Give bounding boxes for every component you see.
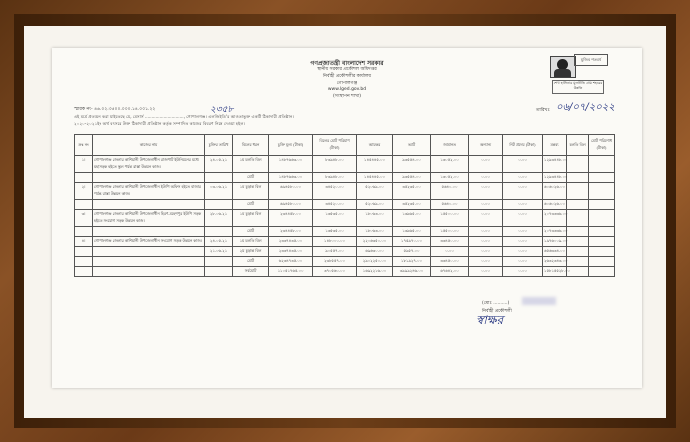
table-cell-bill: সর্বমোট [233,267,269,277]
redacted-name [522,297,556,305]
table-cell-sl: ৪। [75,237,93,247]
table-cell-amount: ৬০৬০২৬.০০ [543,183,567,200]
table-cell-amount: ০.০০ [469,173,503,183]
slogan-box: শেখ হাসিনার মূলনীতি গ্রাম শহরের উন্নতি [552,80,604,94]
table-cell-amount: ২৯০২২৫০.০০ [357,257,393,267]
table-cell-empty [589,247,615,257]
table-cell-name [93,247,205,257]
portrait-image [550,56,576,78]
table-cell-bill: মোট [233,200,269,210]
certificate-document [52,48,642,388]
table-cell-amount: ০.০০ [503,247,543,257]
table-cell-empty [589,173,615,183]
table-cell-empty [567,247,589,257]
table-cell-bill: ১ম চলতি বিল [233,237,269,247]
table-cell-date [205,227,233,237]
table-cell-amount: ০.০০ [469,183,503,200]
table-header-cell: বিলের মোট পরিমাণ (টাকা) [313,135,357,156]
table-cell-amount: ০.০০ [469,237,503,247]
table-cell-amount: ৬৯৪৫৮০.০০ [269,200,313,210]
table-cell-amount: ০.০০ [503,200,543,210]
table-cell-amount: ০.০০ [503,183,543,200]
table-cell-amount: ১২৯৩৪৪৮.০০ [543,156,567,173]
table-header-cell: নিট প্রদেয় (টাকা) [503,135,543,156]
table-cell-amount: ২৩৪৪৫৮.০০ [269,210,313,227]
table-cell-amount: ০.০০ [469,210,503,227]
section-name: (সংস্থাপন শাখা) [332,94,362,99]
table-cell-sl [75,257,93,267]
table-cell-amount: ৬৯৬৩০.০০ [357,247,393,257]
table-cell-name [93,227,205,237]
table-cell-name [93,257,205,267]
table-cell-name: গোপালগঞ্জ জেলার কাশিয়ানী উপজেলাধীন ইউপি অফিস হইতে বাজার পর্যন্ত রাস্তা উন্নয়ন কাজ। [93,183,205,200]
table-cell-amount: ১৬৯২২১৬.০০ [357,267,393,277]
table-header-cell: মন্তব্য [543,135,567,156]
table-cell-amount: ১৩৫৩৫.০০ [313,227,357,237]
table-cell-empty [567,183,589,200]
table-row [75,257,615,267]
signatory-name: (মোঃ ..........) [482,301,510,306]
table-cell-date: ০৩.০৬.২১ [205,183,233,200]
table-row [75,210,615,227]
table-cell-amount: ২৩৮৫৫৭.০০ [313,257,357,267]
date-handwritten: ০৬/০৭/২০২২ [556,102,615,113]
signatory-designation: নির্বাহী প্রকৌশলী [482,309,512,314]
table-cell-empty [567,237,589,247]
table-cell-amount: ১৭৫৯৭০.০০ [393,237,431,247]
table-cell-amount: ৮৩৯৪৮.০০ [313,156,357,173]
table-cell-amount: ২৩৪৪৫৮.০০ [269,227,313,237]
table-cell-amount: ৬২৩৪৭৩৫.০০ [269,257,313,267]
table-cell-amount: ২২০৬৩৫০.০০ [357,237,393,247]
table-cell-amount: ১৩০৫২.০০ [431,173,469,183]
table-cell-amount: ৯৩৫৫৪.০০ [393,173,431,183]
table-cell-amount: ০.০০ [503,237,543,247]
table-cell-bill: ১ম চূড়ান্ত বিল [233,210,269,227]
table-cell-amount: ২৩৩৭৪৩৫.০০ [269,237,313,247]
table-cell-empty [589,210,615,227]
table-cell-name [93,267,205,277]
table-cell-bill: মোট [233,173,269,183]
centenary-logo: মুজিব শতবর্ষ [574,54,608,66]
table-row [75,183,615,200]
table-cell-amount: ৫২০৬৯.০০ [357,183,393,200]
table-cell-amount: ১৩৯৬৫.০০ [393,227,431,237]
table-cell-amount: ২০৭৩৩৩৬.০০ [543,210,567,227]
table-cell-empty [589,227,615,237]
table-cell-amount: ৫৯৫৭.০০ [393,247,431,257]
table-cell-amount: ০.০০ [503,227,543,237]
table-cell-amount: ০.০০ [469,247,503,257]
table-cell-amount: ১৪৫৪৪৫.০০ [357,156,393,173]
table-cell-amount: ৩৪৫২০.০০ [313,183,357,200]
table-row [75,247,615,257]
table-cell-bill: ২য় চূড়ান্ত বিল [233,247,269,257]
table-cell-empty [567,200,589,210]
table-cell-amount: ২০৭৩৩৩৬.০০ [543,227,567,237]
table-cell-empty [567,156,589,173]
table-cell-name [93,173,205,183]
table-cell-sl [75,200,93,210]
table-cell-amount: ৩৩৪৫০.০০ [431,237,469,247]
table-cell-amount: ৬৭৬৪২.০০ [431,267,469,277]
table-cell-amount: ২৬৩২৩৪৩.০০ [543,257,567,267]
table-cell-amount: ১৩৯৬৫.০০ [393,210,431,227]
table-cell-amount: ০.০০ [503,156,543,173]
table-cell-empty [567,173,589,183]
memo-handwritten-number: ২৩৫৮ [210,105,234,115]
table-cell-sl [75,173,93,183]
table-header-cell: চুক্তি মূল্য (টাকা) [269,135,313,156]
table-cell-sl [75,227,93,237]
memo-number: স্মারক নং- ৪৬.০২.৩৫০০.০০০.১৪.০০১.২২ [74,107,156,112]
table-header-cell: চলতি বিল [567,135,589,156]
table-row [75,173,615,183]
table-cell-name [93,200,205,210]
office-location: গোপালগঞ্জ [336,81,358,86]
table-cell-amount: ৫৬৪০.০০ [431,200,469,210]
handwritten-signature: স্বাক্ষর [476,313,504,327]
table-cell-amount: ১৮০৬৩.০০ [357,210,393,227]
table-cell-name: গোপালগঞ্জ জেলার কাশিয়ানী উপজেলাধীন হিরণ-মহেশপুর ইউপি সড়ক হইতে সংযোগ সড়ক উন্নয়ন কাজ। [93,210,205,227]
table-cell-sl: ১। [75,156,93,173]
table-cell-bill: ১ম চলতি বিল [233,156,269,173]
body-paragraph-2: ২০২০-২০২১ইং অর্থ বৎসরে উক্ত ঠিকাদারী প্রতিষ্ঠান কর্তৃক সম্পাদিত কাজের বিবরণ নিম্নে দেওয়া হইল। [74,121,245,126]
table-cell-amount: ৩৩৪৫০.০০ [431,257,469,267]
table-cell-empty [567,227,589,237]
table-cell-name: গোপালগঞ্জ জেলার কাশিয়ানী উপজেলাধীন রাজপাট ইউনিয়নের মধ্যে মহাসড়ক হইতে স্কুল পর্যন্ত রাস্তা উন্নয়ন কাজ। [93,156,205,173]
table-cell-name: গোপালগঞ্জ জেলার কাশিয়ানী উপজেলাধীন সংযোগ সড়ক উন্নয়ন কাজ। [93,237,205,247]
table-cell-amount: ১৫৫০০.০০ [431,227,469,237]
table-cell-amount: ৯০৫৫৭.০০ [313,247,357,257]
table-cell-empty [567,257,589,267]
table-cell-amount: ০.০০ [469,200,503,210]
department-name: স্থানীয় সরকার প্রকৌশল অধিদপ্তর [317,67,377,72]
table-cell-empty [589,267,615,277]
table-cell-amount: ৬৯৪৫৮০.০০ [269,183,313,200]
table-cell-amount: ১৩৫৩৫.০০ [313,210,357,227]
date-label: তারিখঃ [536,108,550,113]
table-header-cell: চুক্তির তারিখ [205,135,233,156]
table-cell-amount: ০.০০ [431,247,469,257]
table-cell-amount: ১১০৫১৭৬৫.০০ [269,267,313,277]
table-header-cell: মোট পরিশোধ (টাকা) [589,135,615,156]
table-cell-amount: ১৮১৯২৭.০০ [393,257,431,267]
table-cell-amount: ১৪৮৭৬৬৩.০০ [269,156,313,173]
table-cell-amount: ০.০০ [469,257,503,267]
table-header-cell: অন্যান্য [469,135,503,156]
table-cell-date: ২৪.০৫.২১ [205,237,233,247]
table-header-row [75,135,615,156]
table-cell-empty [589,183,615,200]
table-header-cell: বিলের ধরন [233,135,269,156]
table-cell-empty [589,200,615,210]
table-cell-sl [75,247,93,257]
table-cell-date: ২৪.০৫.২১ [205,156,233,173]
table-header-cell: কাজের নাম [93,135,205,156]
table-row [75,237,615,247]
table-cell-amount: ৬৫৬৩৩৪.০০ [543,247,567,257]
table-cell-amount: ৩৯৯৯২৪৬.০০ [393,267,431,277]
table-cell-amount: ০.০০ [469,156,503,173]
table-cell-amount: ০.০০ [503,257,543,267]
work-details-table [74,134,615,277]
table-cell-amount: ৮৩৯৪৮.০০ [313,173,357,183]
table-cell-empty [567,210,589,227]
table-cell-amount: ৩৫২৩৫.০০ [393,200,431,210]
table-cell-empty [589,156,615,173]
table-cell-amount: ৫৬৪০.০০ [431,183,469,200]
table-cell-amount: ১৫৮১৫৫২৮.০০ [543,267,567,277]
table-cell-date [205,267,233,277]
table-cell-date: ২১.০৬.২১ [205,247,233,257]
table-cell-amount: ২৩৩৭৪৩৫.০০ [269,247,313,257]
table-cell-sl [75,267,93,277]
table-cell-amount: ১৮০৬৩.০০ [357,227,393,237]
table-cell-date: ২৮.০৬.২১ [205,210,233,227]
table-cell-amount: ৩৭০৫৬০.০০ [313,267,357,277]
table-cell-amount: ৯৩৫৫৪.০০ [393,156,431,173]
office-name: নির্বাহী প্রকৌশলীর কার্যালয় [322,74,372,79]
government-title: গণপ্রজাতন্ত্রী বাংলাদেশ সরকার [310,60,384,67]
table-cell-amount: ১৯৭৬০০৯.০০ [543,237,567,247]
table-cell-date [205,257,233,267]
table-cell-amount: ১২৯৩৪৪৮.০০ [543,173,567,183]
table-cell-amount: ০.০০ [503,173,543,183]
table-cell-amount: ৫২০৬৯.০০ [357,200,393,210]
table-cell-empty [589,237,615,247]
table-cell-bill: মোট [233,227,269,237]
table-cell-empty [589,257,615,267]
table-header-cell: ভ্যাট [393,135,431,156]
table-cell-amount: ০.০০ [469,227,503,237]
table-cell-date [205,200,233,210]
table-cell-amount: ০.০০ [503,267,543,277]
table-cell-amount: ৬০৬০২৬.০০ [543,200,567,210]
table-row [75,267,615,277]
table-row [75,227,615,237]
office-website: www.lged.gov.bd [327,87,367,92]
table-cell-bill: মোট [233,257,269,267]
table-cell-amount: ৩৫২৩৫.০০ [393,183,431,200]
table-header-cell: আয়কর [357,135,393,156]
table-cell-amount: ১৪৫৪৪৫.০০ [357,173,393,183]
table-cell-amount: ১৩০৫২.০০ [431,156,469,173]
table-cell-amount: ১৪৮৭৬৬৩.০০ [269,173,313,183]
table-row [75,156,615,173]
table-header-cell: জামানত [431,135,469,156]
body-paragraph-1: এই মর্মে প্রত্যয়ন করা যাইতেছে যে, মেসার্স ............................., গোপালগঞ্জ। এলজিইডি'র আওতাভুক্ত একটি ঠিকাদারী প্রতিষ্ঠান। [74,114,294,119]
table-cell-amount: ০.০০ [503,210,543,227]
table-cell-amount: ১৪৮০০০.০০ [313,237,357,247]
table-cell-amount: ১৫৫০০.০০ [431,210,469,227]
table-cell-sl: ৩। [75,210,93,227]
table-cell-amount: ৩৪৫২০.০০ [313,200,357,210]
portrait-body [554,69,571,77]
table-row [75,200,615,210]
table-cell-amount: ০.০০ [469,267,503,277]
table-cell-sl: ২। [75,183,93,200]
table-cell-bill: ১ম চূড়ান্ত বিল [233,183,269,200]
table-cell-date [205,173,233,183]
table-header-cell: ক্রঃ নং [75,135,93,156]
